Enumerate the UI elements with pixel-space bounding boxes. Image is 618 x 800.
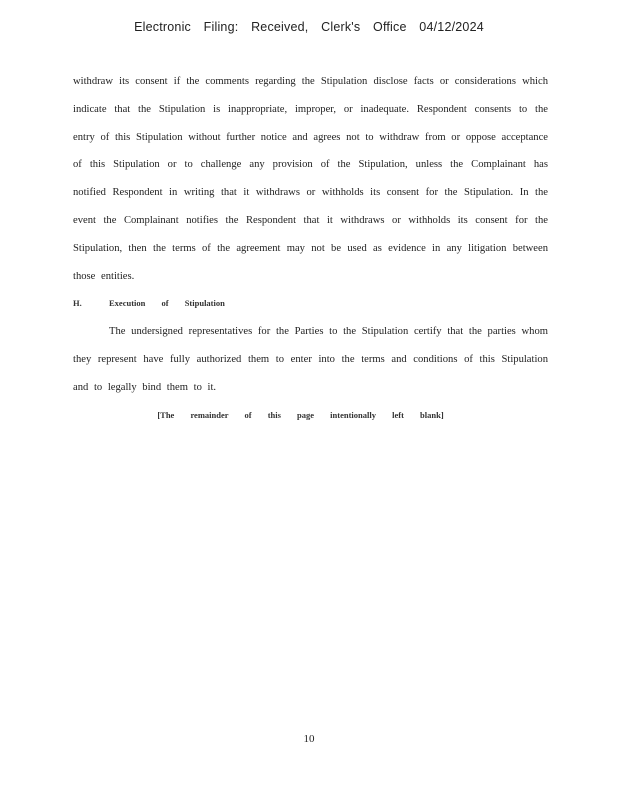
- page-number: 10: [303, 733, 315, 745]
- blank-page-note: [The remainder of this page intentionally left blank]: [157, 409, 444, 420]
- document-body: [73, 68, 548, 429]
- section-heading: [73, 290, 548, 318]
- section-number: H.: [73, 298, 82, 309]
- filing-stamp-header: Electronic Filing: Received, Clerk's Office 04/12/2024: [134, 20, 484, 34]
- section-title: Execution of Stipulation: [109, 298, 225, 309]
- execution-paragraph: The undersigned representatives for the Parties to the Stipulation certify that the parties whom they represent have fully authorized them to enter into the terms and conditions of this Stipulation and to legally bind them to it.: [73, 326, 548, 393]
- consent-paragraph: withdraw its consent if the comments regarding the Stipulation disclose facts or considerations which indicate that the Stipulation is inappropriate, improper, or inadequate. Respondent consents to the entry of this Stipulation without further notice and agrees not to withdraw from or oppose acceptance of this Stipulation or to challenge any provision of the Stipulation, unless the Complainant has notified Respondent in writing that it withdraws or withholds its consent for the Stipulation. In the event the Complainant notifies the Respondent that it withdraws or withholds its consent for the Stipulation, then the terms of the agreement may not be used as evidence in any litigation between those entities.: [73, 76, 548, 282]
